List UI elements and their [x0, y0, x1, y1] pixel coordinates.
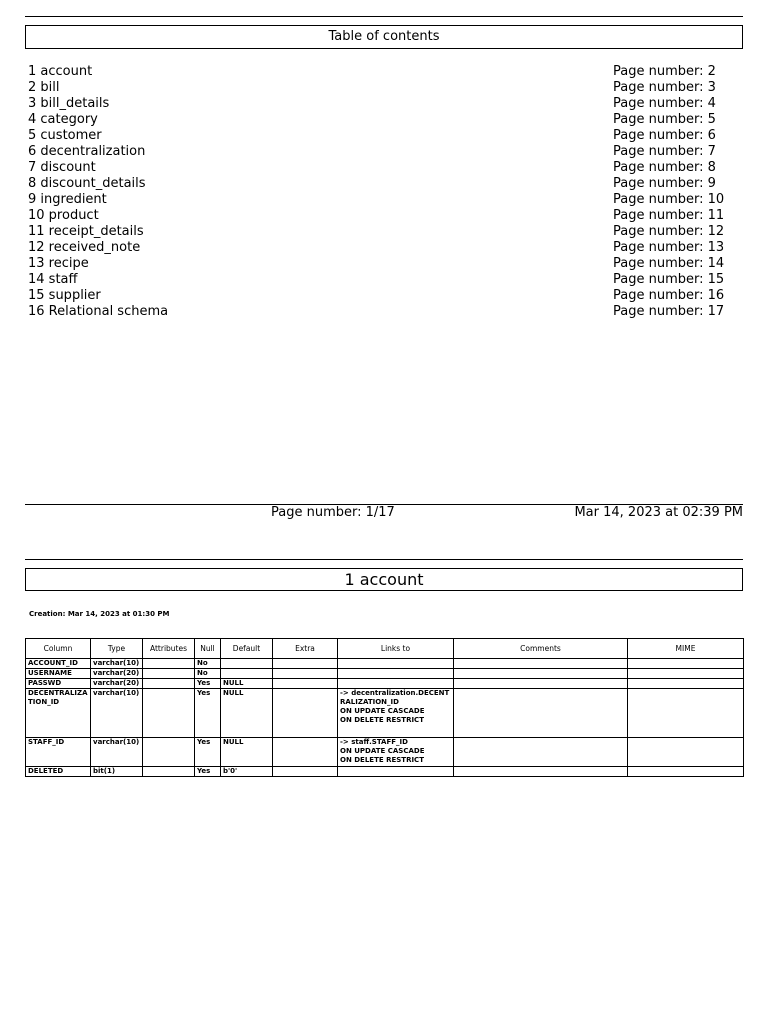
cell-comments — [454, 679, 628, 689]
cell-default: NULL — [221, 738, 273, 767]
toc-entry[interactable] — [28, 112, 728, 128]
toc-entry-name: 5 customer — [28, 128, 102, 143]
toc-entry-page: Page number: 11 — [613, 208, 725, 223]
table-row — [26, 659, 744, 669]
toc-title: Table of contents — [25, 25, 743, 49]
cell-type: varchar(20) — [91, 679, 143, 689]
cell-comments — [454, 738, 628, 767]
toc-entry-name: 3 bill_details — [28, 96, 110, 111]
toc-entry[interactable] — [28, 272, 728, 288]
link-target: -> decentralization.DECENTRALIZATION_ID — [340, 689, 450, 706]
cell-extra — [273, 679, 338, 689]
cell-column: ACCOUNT_ID — [26, 659, 91, 669]
toc-entry[interactable] — [28, 160, 728, 176]
cell-null: Yes — [195, 679, 221, 689]
cell-null: No — [195, 659, 221, 669]
table-row — [26, 669, 744, 679]
toc-entry[interactable] — [28, 144, 728, 160]
toc-entry-page: Page number: 10 — [613, 192, 725, 207]
cell-attributes — [143, 689, 195, 738]
link-on-delete: ON DELETE RESTRICT — [340, 716, 424, 724]
toc-entry-name: 1 account — [28, 64, 93, 79]
cell-links — [338, 669, 454, 679]
cell-null: Yes — [195, 738, 221, 767]
cell-attributes — [143, 669, 195, 679]
cell-null: No — [195, 669, 221, 679]
cell-extra — [273, 659, 338, 669]
toc-entry-name: 8 discount_details — [28, 176, 146, 191]
cell-mime — [628, 767, 744, 777]
table-row — [26, 738, 744, 767]
cell-type: bit(1) — [91, 767, 143, 777]
cell-default — [221, 659, 273, 669]
cell-links — [338, 679, 454, 689]
toc-entry-page: Page number: 3 — [613, 80, 716, 95]
cell-column: DECENTRALIZATION_ID — [26, 689, 91, 738]
cell-attributes — [143, 659, 195, 669]
cell-extra — [273, 767, 338, 777]
header-links-to: Links to — [338, 639, 454, 659]
toc-list — [28, 64, 728, 320]
cell-comments — [454, 689, 628, 738]
cell-mime — [628, 738, 744, 767]
creation-date: Creation: Mar 14, 2023 at 01:30 PM — [29, 610, 170, 618]
cell-type: varchar(20) — [91, 669, 143, 679]
header-mime: MIME — [628, 639, 744, 659]
toc-entry-name: 15 supplier — [28, 288, 101, 303]
cell-null: Yes — [195, 767, 221, 777]
cell-attributes — [143, 738, 195, 767]
header-column: Column — [26, 639, 91, 659]
cell-mime — [628, 659, 744, 669]
toc-entry-page: Page number: 9 — [613, 176, 716, 191]
toc-entry-name: 14 staff — [28, 272, 78, 287]
cell-links — [338, 689, 454, 738]
cell-links — [338, 767, 454, 777]
header-comments: Comments — [454, 639, 628, 659]
cell-default: NULL — [221, 689, 273, 738]
toc-entry[interactable] — [28, 64, 728, 80]
toc-entry-page: Page number: 15 — [613, 272, 725, 287]
footer-page-number: Page number: 1/17 — [271, 505, 395, 520]
cell-column: PASSWD — [26, 679, 91, 689]
cell-links — [338, 659, 454, 669]
columns-table — [25, 638, 744, 777]
cell-extra — [273, 738, 338, 767]
toc-entry-page: Page number: 5 — [613, 112, 716, 127]
toc-entry-page: Page number: 14 — [613, 256, 725, 271]
table-row — [26, 767, 744, 777]
cell-column: DELETED — [26, 767, 91, 777]
toc-entry[interactable] — [28, 128, 728, 144]
cell-default — [221, 669, 273, 679]
link-on-update: ON UPDATE CASCADE — [340, 707, 425, 715]
toc-entry[interactable] — [28, 96, 728, 112]
toc-entry-name: 16 Relational schema — [28, 304, 169, 319]
toc-entry-name: 10 product — [28, 208, 99, 223]
toc-entry-name: 11 receipt_details — [28, 224, 144, 239]
toc-entry-page: Page number: 13 — [613, 240, 725, 255]
cell-links — [338, 738, 454, 767]
toc-entry-name: 12 received_note — [28, 240, 141, 255]
toc-entry[interactable] — [28, 288, 728, 304]
header-default: Default — [221, 639, 273, 659]
cell-attributes — [143, 679, 195, 689]
toc-entry-page: Page number: 8 — [613, 160, 716, 175]
cell-comments — [454, 767, 628, 777]
toc-entry-page: Page number: 4 — [613, 96, 716, 111]
top-rule — [25, 16, 743, 17]
toc-entry-page: Page number: 2 — [613, 64, 716, 79]
toc-entry-name: 4 category — [28, 112, 98, 127]
cell-type: varchar(10) — [91, 738, 143, 767]
toc-entry[interactable] — [28, 224, 728, 240]
toc-entry[interactable] — [28, 304, 728, 320]
toc-entry-name: 6 decentralization — [28, 144, 146, 159]
cell-default: b'0' — [221, 767, 273, 777]
footer-date: Mar 14, 2023 at 02:39 PM — [574, 505, 743, 520]
header-extra: Extra — [273, 639, 338, 659]
toc-entry-page: Page number: 12 — [613, 224, 725, 239]
cell-comments — [454, 659, 628, 669]
table-header-row — [26, 639, 744, 659]
toc-entry[interactable] — [28, 240, 728, 256]
cell-extra — [273, 669, 338, 679]
toc-entry[interactable] — [28, 80, 728, 96]
link-on-delete: ON DELETE RESTRICT — [340, 756, 424, 764]
cell-null: Yes — [195, 689, 221, 738]
table-row — [26, 679, 744, 689]
section-top-rule — [25, 559, 743, 560]
cell-column: STAFF_ID — [26, 738, 91, 767]
cell-type: varchar(10) — [91, 689, 143, 738]
table-row — [26, 689, 744, 738]
toc-entry-name: 13 recipe — [28, 256, 89, 271]
section-title: 1 account — [25, 568, 743, 591]
cell-column: USERNAME — [26, 669, 91, 679]
header-null: Null — [195, 639, 221, 659]
cell-extra — [273, 689, 338, 738]
cell-mime — [628, 689, 744, 738]
toc-entry-page: Page number: 17 — [613, 304, 725, 319]
cell-default: NULL — [221, 679, 273, 689]
header-attributes: Attributes — [143, 639, 195, 659]
toc-entry-name: 9 ingredient — [28, 192, 107, 207]
link-on-update: ON UPDATE CASCADE — [340, 747, 425, 755]
cell-comments — [454, 669, 628, 679]
page-footer — [25, 505, 743, 521]
toc-entry[interactable] — [28, 208, 728, 224]
toc-entry-page: Page number: 6 — [613, 128, 716, 143]
toc-entry[interactable] — [28, 192, 728, 208]
toc-entry-page: Page number: 16 — [613, 288, 725, 303]
toc-entry[interactable] — [28, 176, 728, 192]
toc-entry-name: 2 bill — [28, 80, 60, 95]
link-target: -> staff.STAFF_ID — [340, 738, 408, 746]
toc-entry-page: Page number: 7 — [613, 144, 716, 159]
cell-type: varchar(10) — [91, 659, 143, 669]
toc-entry[interactable] — [28, 256, 728, 272]
cell-mime — [628, 669, 744, 679]
header-type: Type — [91, 639, 143, 659]
cell-attributes — [143, 767, 195, 777]
toc-entry-name: 7 discount — [28, 160, 96, 175]
cell-mime — [628, 679, 744, 689]
